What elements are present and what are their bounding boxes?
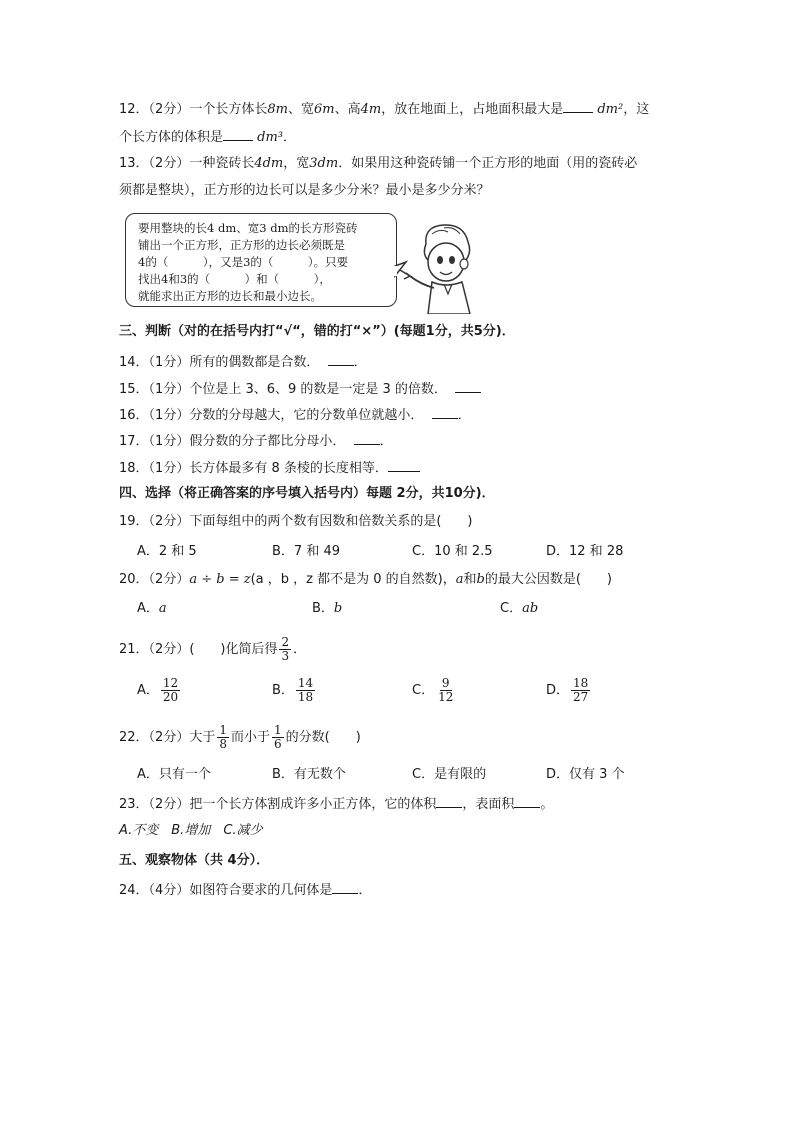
q21-fraction	[279, 636, 291, 663]
q23-end: 。	[540, 797, 554, 812]
answer-blank[interactable]	[563, 99, 593, 113]
q22-fraction-2	[272, 724, 284, 751]
question-16	[119, 405, 471, 425]
q20-var-a: a	[455, 572, 464, 587]
q12-sep2: 、高	[334, 102, 361, 117]
denominator: 20	[162, 690, 179, 704]
option-value: ab	[522, 601, 539, 616]
q12-unit-volume: dm³	[257, 130, 284, 145]
question-21	[119, 636, 306, 663]
q12-text-4: 个长方体的体积是	[119, 130, 224, 145]
answer-blank[interactable]	[388, 458, 420, 472]
question-24	[119, 880, 371, 900]
question-18	[119, 458, 420, 478]
q17-text: 17．（1分）假分数的分子都比分母小．	[119, 434, 346, 449]
denominator: 3	[281, 649, 290, 663]
denominator: 18	[297, 690, 314, 704]
bubble-line-1: 要用整块的长4 dm、宽3 dm的长方形瓷砖	[138, 221, 358, 235]
q13-text-3: ．如果用这种瓷砖铺一个正方形的地面（用的瓷砖必	[338, 156, 638, 171]
q21-option-d[interactable]	[546, 676, 592, 706]
denominator: 8	[219, 737, 227, 751]
numerator: 1	[219, 723, 227, 737]
q13-text-2: ，宽	[283, 156, 310, 171]
option-fraction	[571, 677, 590, 704]
q13-length: 4dm	[254, 156, 284, 171]
q20-option-b[interactable]	[312, 600, 342, 618]
numerator: 14	[297, 676, 314, 690]
q21-option-a[interactable]	[137, 676, 182, 706]
numerator: 2	[281, 635, 290, 649]
question-15	[119, 379, 481, 399]
q21-end: ．	[293, 642, 307, 657]
denominator: 6	[273, 737, 282, 751]
q22-fraction-1	[217, 724, 229, 751]
denominator: 27	[573, 690, 589, 704]
question-12-line-2	[119, 127, 296, 147]
option-label: D．	[546, 683, 570, 698]
q21-text: 21．（2分）( )化简后得	[119, 642, 278, 657]
q19-option-a[interactable]: A．2 和 5	[137, 544, 197, 559]
option-fraction	[296, 677, 315, 704]
section-3-heading: 三、判断（对的在括号内打“√“，错的打“×”）(每题1分，共5分)．	[119, 324, 515, 339]
q20-text: 20．（2分）	[119, 572, 190, 587]
numerator: 9	[441, 676, 450, 690]
q20-and: 和	[463, 572, 477, 587]
q14-text: 14．（1分）所有的偶数都是合数．	[119, 355, 320, 370]
q20-option-a[interactable]	[137, 600, 167, 618]
q14-end: ．	[353, 355, 367, 370]
q21-option-c[interactable]	[412, 676, 457, 706]
question-12-line-1	[119, 99, 649, 119]
answer-blank[interactable]	[332, 880, 358, 894]
answer-blank[interactable]	[223, 127, 253, 141]
option-value: a	[158, 601, 167, 616]
q22-option-b[interactable]: B．有无数个	[272, 767, 346, 782]
option-label: B．	[312, 601, 334, 616]
denominator: 12	[438, 690, 454, 704]
question-13-line-2: 须都是整块），正方形的边长可以是多少分米？最小是多少分米？	[119, 183, 490, 198]
q12-width: 6m	[313, 102, 335, 117]
question-22	[119, 724, 361, 751]
bubble-line-5: 就能求出正方形的边长和最小边长。	[138, 289, 322, 303]
section-5-heading: 五、观察物体（共 4分）．	[119, 853, 270, 868]
q12-text-3: ，这	[623, 102, 650, 117]
question-23	[119, 794, 553, 814]
numerator: 1	[273, 723, 282, 737]
q12-text: 12．（2分）一个长方体长	[119, 102, 268, 117]
q22-text-2: 而小于	[230, 730, 270, 745]
q12-unit-area: dm²	[597, 102, 624, 117]
q20-text-3: 的最大公因数是( )	[484, 572, 612, 587]
q20-option-c[interactable]	[500, 600, 538, 618]
answer-blank[interactable]	[514, 794, 540, 808]
q22-text-3: 的分数( )	[285, 730, 361, 745]
answer-blank[interactable]	[354, 431, 380, 445]
q12-end: ．	[283, 130, 297, 145]
question-13-line-1	[119, 155, 637, 173]
answer-blank[interactable]	[436, 794, 462, 808]
q19-option-b[interactable]: B．7 和 49	[272, 544, 340, 559]
q22-option-d[interactable]: D．仅有 3 个	[546, 767, 625, 782]
q23-text: 23．（2分）把一个长方体割成许多小正方体，它的体积	[119, 797, 437, 812]
q13-width: 3dm	[309, 156, 339, 171]
q23-text-2: ，表面积	[462, 797, 515, 812]
hint-speech-bubble	[125, 213, 397, 307]
q24-end: ．	[358, 883, 372, 898]
section-4-heading: 四、选择（将正确答案的序号填入括号内）每题 2分，共10分)．	[119, 486, 495, 501]
bubble-line-4: 找出4和3的（ ）和（ ），	[138, 272, 331, 286]
q15-text: 15．（1分）个位是上 3、6、9 的数是一定是 3 的倍数．	[119, 382, 447, 397]
bubble-line-3: 4的（ ），又是3的（ ）。只要	[138, 255, 349, 269]
q20-text-2: (a ，b ，z 都不是为 0 的自然数)，	[250, 572, 456, 587]
question-17	[119, 431, 393, 451]
numerator: 18	[573, 676, 589, 690]
q12-text-2: ，放在地面上，占地面积最大是	[381, 102, 564, 117]
question-19: 19．（2分）下面每组中的两个数有因数和倍数关系的是( )	[119, 514, 473, 529]
q19-option-c[interactable]: C．10 和 2.5	[412, 544, 493, 559]
cartoon-boy-illustration	[388, 222, 478, 314]
q22-text: 22．（2分）大于	[119, 730, 216, 745]
bubble-line-2: 铺出一个正方形，正方形的边长必须既是	[138, 238, 345, 252]
option-label: B．	[272, 683, 294, 698]
q12-height: 4m	[360, 102, 382, 117]
option-label: A．	[137, 683, 159, 698]
question-14	[119, 352, 367, 372]
q12-length: 8m	[267, 102, 288, 117]
option-fraction	[436, 677, 455, 704]
q12-sep1: 、宽	[287, 102, 314, 117]
q21-option-b[interactable]	[272, 676, 317, 706]
answer-blank[interactable]	[432, 405, 458, 419]
answer-blank[interactable]	[455, 379, 481, 393]
q22-option-c[interactable]: C．是有限的	[412, 767, 487, 782]
q23-options[interactable]: A.不变 B.增加 C.减少	[119, 823, 263, 838]
option-label: C．	[500, 601, 523, 616]
q24-text: 24．（4分）如图符合要求的几何体是	[119, 883, 333, 898]
q22-option-a[interactable]: A．只有一个	[137, 767, 211, 782]
q13-text: 13．（2分）一种瓷砖长	[119, 156, 255, 171]
option-label: A．	[137, 601, 159, 616]
q19-option-d[interactable]: D．12 和 28	[546, 544, 624, 559]
question-20	[119, 571, 612, 589]
numerator: 12	[162, 676, 179, 690]
answer-blank[interactable]	[328, 352, 354, 366]
q20-var-b: b	[476, 572, 485, 587]
q16-text: 16．（1分）分数的分母越大，它的分数单位就越小．	[119, 408, 424, 423]
q20-expression: a ÷ b = z	[189, 572, 251, 587]
option-fraction	[161, 677, 180, 704]
q16-end: ．	[457, 408, 471, 423]
q17-end: ．	[379, 434, 393, 449]
option-label: C．	[412, 683, 435, 698]
option-value: b	[333, 601, 343, 616]
q18-text: 18．（1分）长方体最多有 8 条棱的长度相等．	[119, 461, 388, 476]
